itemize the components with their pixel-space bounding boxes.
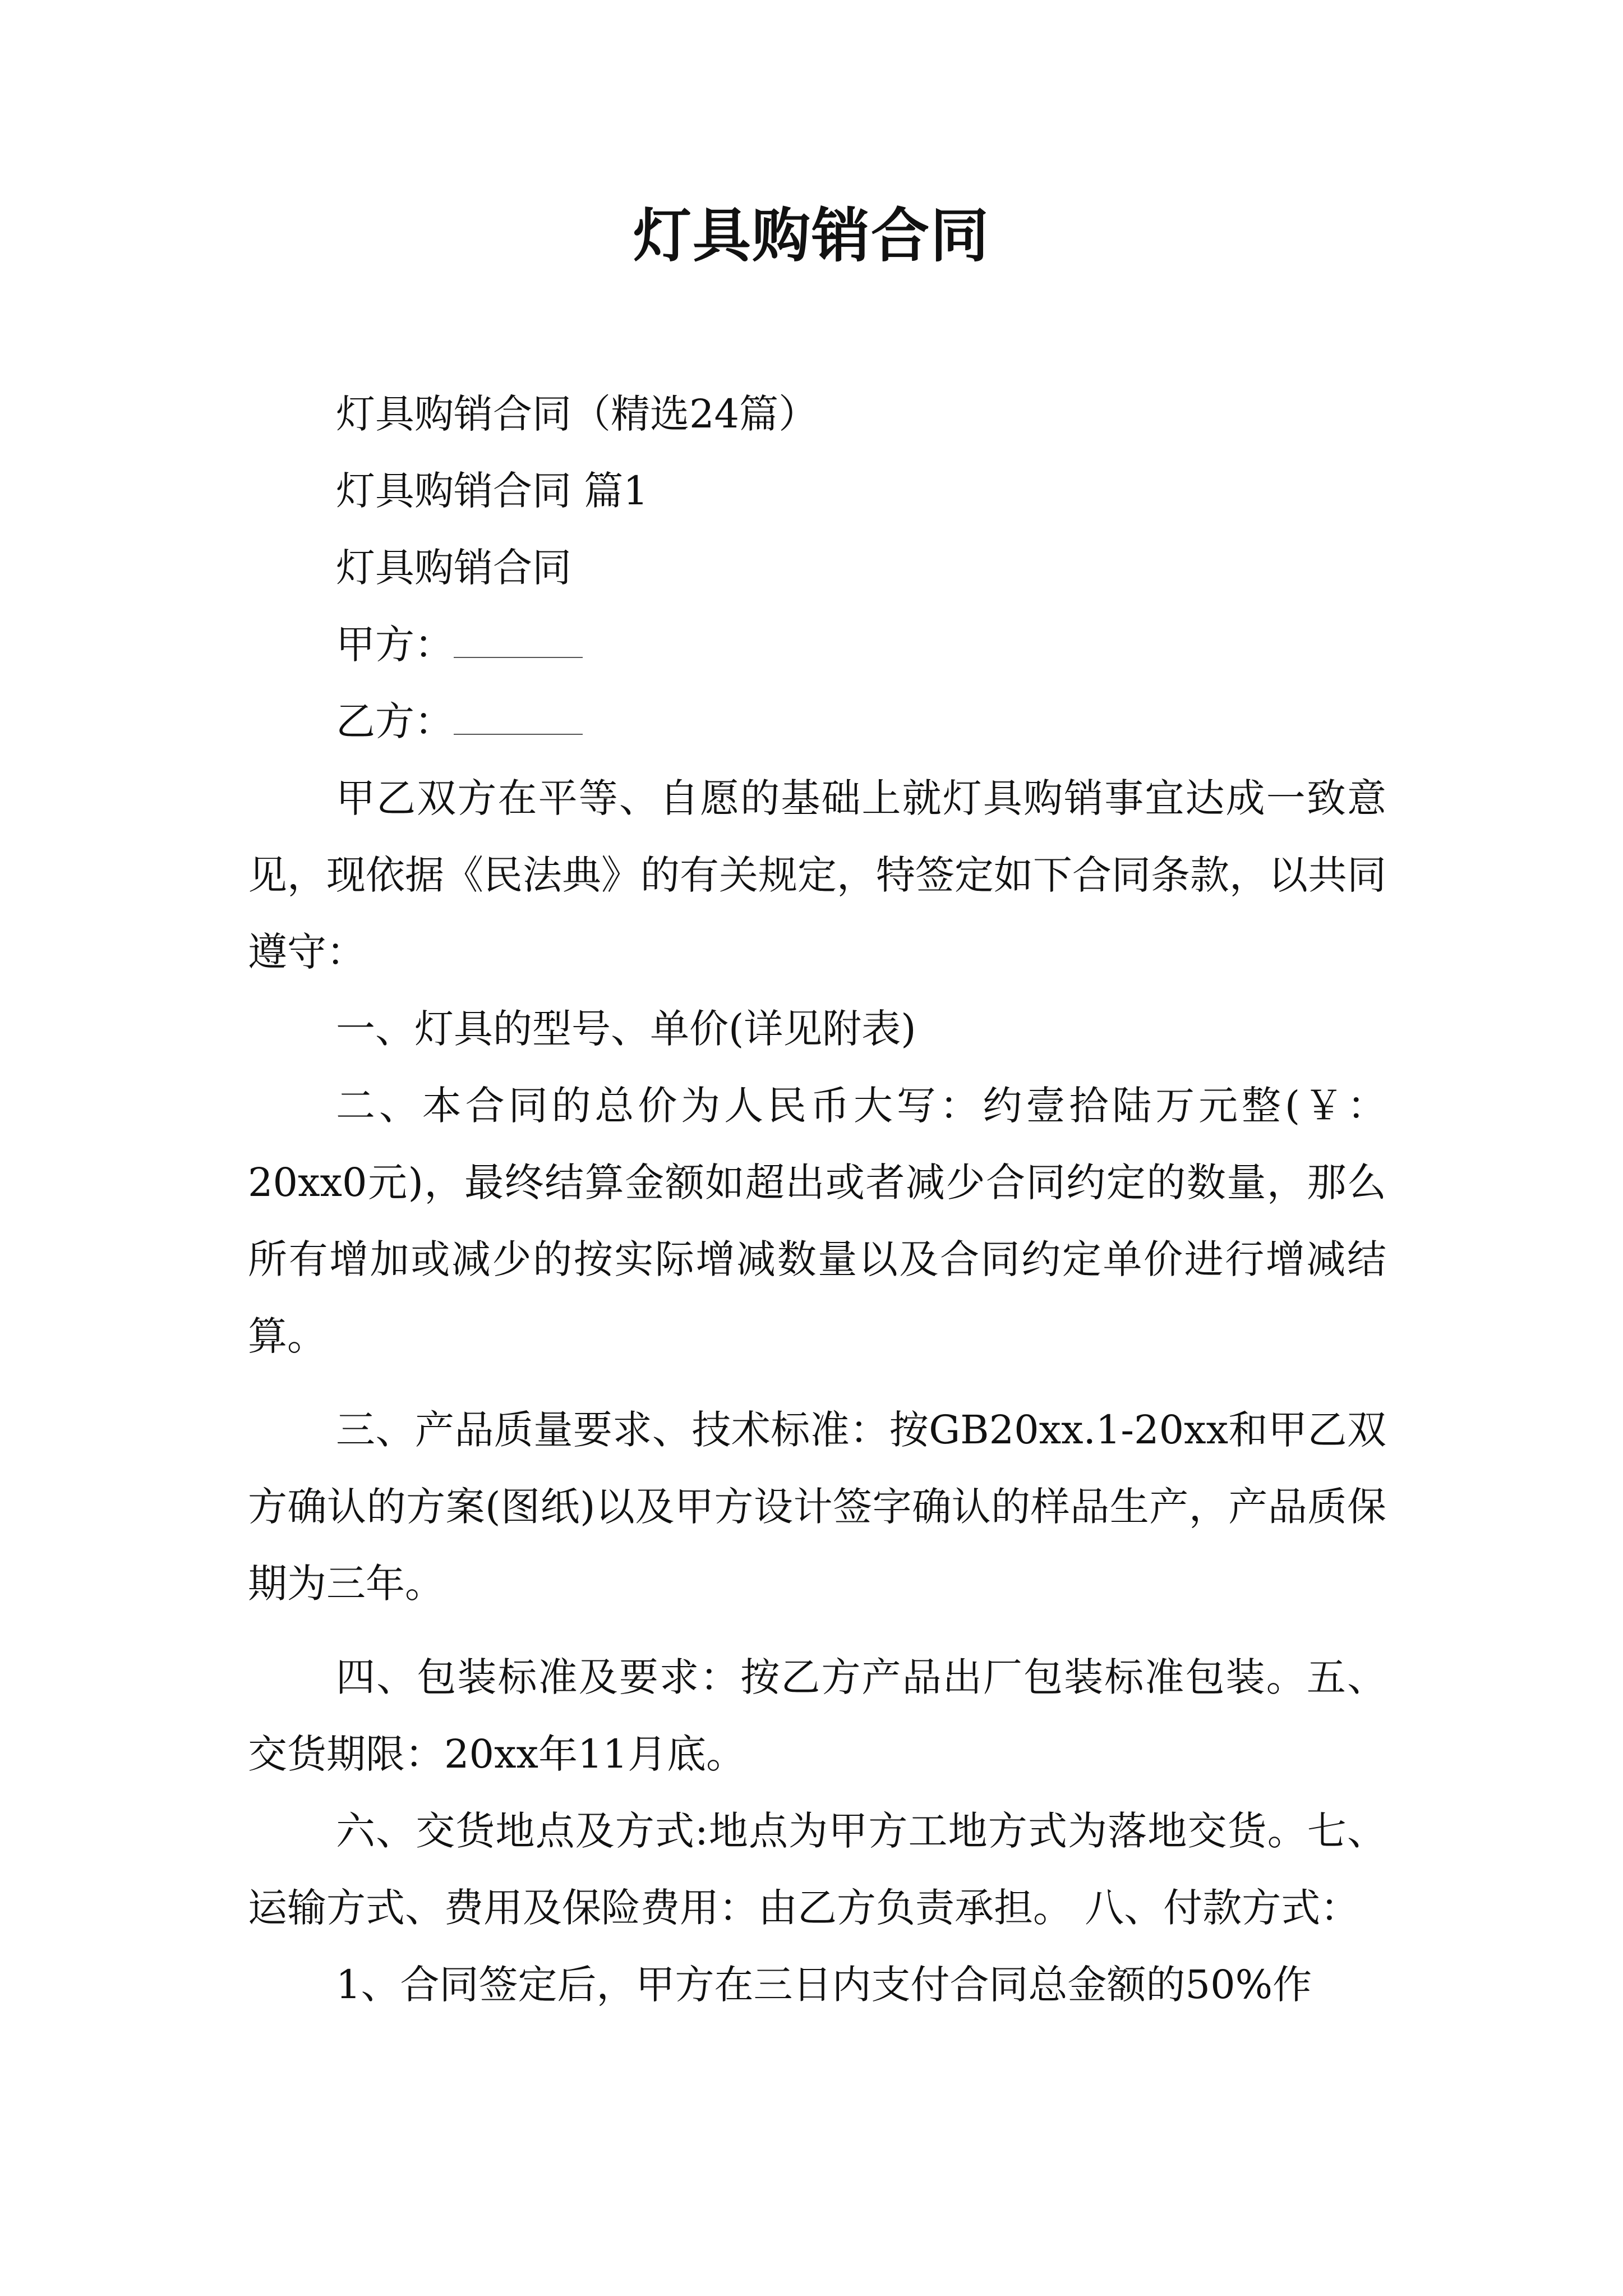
paragraph-intro: 甲乙双方在平等、自愿的基础上就灯具购销事宜达成一致意见，现依据《民法典》的有关规定，特签定如下合同条款，以共同遵守： bbox=[248, 775, 1386, 975]
document-body bbox=[248, 376, 1386, 2023]
party-b-line bbox=[248, 683, 1386, 760]
party-b-blank bbox=[454, 699, 583, 735]
paragraph-clause-3: 三、产品质量要求、技术标准：按GB20xx.1-20xx和甲乙双方确认的方案(图纸)以及甲方设计签字确认的样品生产，产品质保期为三年。 bbox=[248, 1407, 1386, 1607]
party-b-label: 乙方： bbox=[336, 698, 454, 744]
party-a-blank bbox=[454, 622, 583, 658]
paragraph-clause-6-8: 六、交货地点及方式:地点为甲方工地方式为落地交货。七、运输方式、费用及保险费用：由乙方负责承担。 八、付款方式： bbox=[248, 1808, 1386, 1931]
subtitle: 灯具购销合同（精选24篇） bbox=[336, 391, 818, 437]
party-a-line bbox=[248, 606, 1386, 683]
paragraph-clause-2: 二、本合同的总价为人民币大写：约壹拾陆万元整(￥：20xx0元)，最终结算金额如超出或者减少合同约定的数量，那么所有增加或减少的按实际增减数量以及合同约定单价进行增减结算。 bbox=[248, 1083, 1386, 1359]
party-a-label: 甲方： bbox=[336, 622, 454, 668]
document-title: 灯具购销合同 bbox=[633, 201, 990, 270]
paragraph-clause-1: 一、灯具的型号、单价(详见附表) bbox=[336, 1006, 916, 1052]
paragraph-clause-8-1: 1、合同签定后，甲方在三日内支付合同总金额的50%作 bbox=[336, 1962, 1312, 2008]
paragraph-clause-4-5: 四、包装标准及要求：按乙方产品出厂包装标准包装。五、交货期限：20xx年11月底。 bbox=[248, 1654, 1386, 1777]
contract-name: 灯具购销合同 bbox=[336, 545, 571, 591]
section-heading: 灯具购销合同 篇1 bbox=[336, 468, 648, 514]
